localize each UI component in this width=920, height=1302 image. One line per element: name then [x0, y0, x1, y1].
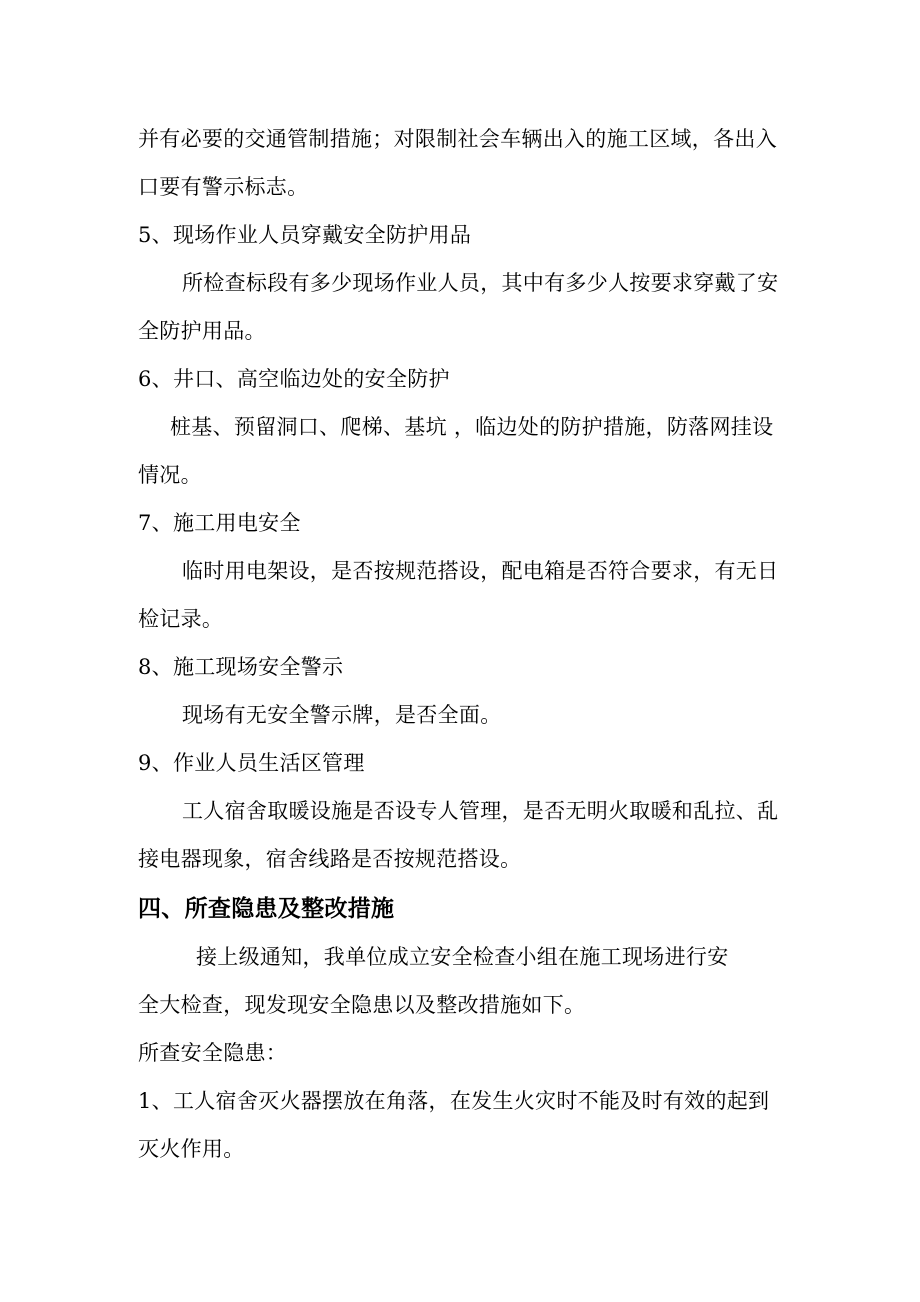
body-text-line: 所查安全隐患： [138, 1041, 288, 1065]
body-text-line: 工人宿舍取暖设施是否设专人管理，是否无明火取暖和乱拉、乱 [182, 799, 779, 823]
body-text-line: 临时用电架设，是否按规范搭设，配电箱是否符合要求，有无日 [182, 559, 779, 583]
body-text-line: 1、工人宿舍灭火器摆放在角落，在发生火灾时不能及时有效的起到 [138, 1089, 770, 1113]
section-item-title: 5、现场作业人员穿戴安全防护用品 [138, 223, 472, 247]
body-text-line: 接上级通知，我单位成立安全检查小组在施工现场进行安 [196, 945, 729, 969]
body-text-line: 检记录。 [138, 607, 224, 631]
body-text-line: 情况。 [138, 463, 202, 487]
section-item-title: 9、作业人员生活区管理 [138, 751, 365, 775]
section-item-title: 7、施工用电安全 [138, 511, 301, 535]
body-text-line: 并有必要的交通管制措施；对限制社会车辆出入的施工区域，各出入 [138, 127, 777, 151]
section-item-title: 8、施工现场安全警示 [138, 655, 344, 679]
body-text-line: 口要有警示标志。 [138, 175, 309, 199]
body-text-line: 现场有无安全警示牌，是否全面。 [182, 703, 502, 727]
body-text-line: 接电器现象，宿舍线路是否按规范搭设。 [138, 847, 522, 871]
section-heading: 四、所查隐患及整改措施 [138, 896, 395, 922]
body-text-line: 全大检查，现发现安全隐患以及整改措施如下。 [138, 993, 586, 1017]
body-text-line: 灭火作用。 [138, 1137, 245, 1161]
body-text-line: 桩基、预留洞口、爬梯、基坑 ，临边处的防护措施，防落网挂设 [170, 415, 774, 439]
section-item-title: 6、井口、高空临边处的安全防护 [138, 367, 450, 391]
body-text-line: 所检查标段有多少现场作业人员，其中有多少人按要求穿戴了安 [182, 271, 779, 295]
body-text-line: 全防护用品。 [138, 319, 266, 343]
